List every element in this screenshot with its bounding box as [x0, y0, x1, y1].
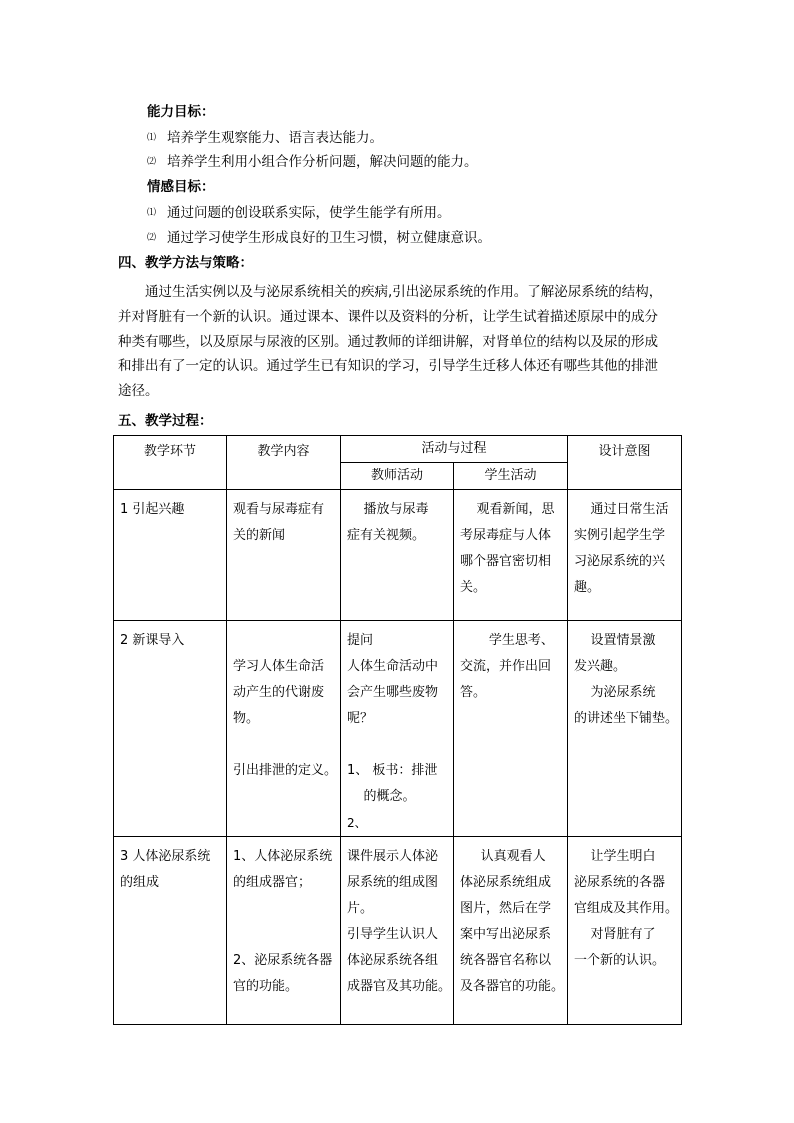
cell-intent	[568, 837, 682, 1025]
cell-line: 及各器官的功能。	[460, 979, 565, 994]
header-content: 教学内容	[227, 436, 341, 490]
cell-line: 引出排泄的定义。	[233, 763, 338, 778]
cell-teacher	[341, 621, 454, 837]
cell-line: 物。	[233, 711, 260, 726]
cell-line: 2、泌尿系统各器	[233, 953, 333, 968]
cell-stage	[114, 621, 227, 837]
cell-line: 症有关视频。	[347, 528, 426, 543]
item-text: 通过学习使学生形成良好的卫生习惯，树立健康意识。	[167, 230, 491, 246]
cell-line: 一个新的认识。	[574, 953, 666, 968]
cell-line: 考尿毒症与人体	[460, 528, 552, 543]
cell-line: 的讲述坐下铺垫。	[574, 711, 679, 726]
cell-line: 通过日常生活	[574, 502, 669, 517]
cell-line: 答。	[460, 685, 487, 700]
cell-line: 关的新闻	[233, 528, 286, 543]
cell-intent	[568, 490, 682, 621]
cell-line: 统各器官名称以	[460, 953, 552, 968]
cell-teacher	[341, 837, 454, 1025]
header-activity: 活动与过程	[341, 436, 568, 463]
cell-line: 1、 板书：排泄	[347, 763, 438, 778]
ability-item-1	[147, 129, 383, 147]
cell-line: 图片，然后在学	[460, 901, 552, 916]
cell-stage	[114, 837, 227, 1025]
cell-line: 的组成	[120, 875, 160, 890]
cell-student	[454, 490, 568, 621]
cell-line: 学生思考、	[460, 633, 554, 648]
cell-line: 提问	[347, 633, 374, 648]
cell-content	[227, 837, 341, 1025]
cell-line: 尿系统的组成图	[347, 875, 439, 890]
teaching-process-table	[113, 435, 682, 1025]
cell-line: 趣。	[574, 580, 601, 595]
cell-line: 会产生哪些废物	[347, 685, 439, 700]
item-text: 通过问题的创设联系实际，使学生能学有所用。	[167, 205, 451, 221]
cell-line: 发兴趣。	[574, 659, 627, 674]
cell-line: 引导学生认识人	[347, 927, 439, 942]
table-row	[114, 490, 682, 621]
cell-line: 设置情景激	[574, 633, 656, 648]
cell-line: 播放与尿毒	[347, 502, 429, 517]
cell-line	[347, 732, 450, 758]
cell-line: 为泌尿系统	[574, 685, 656, 700]
cell-line: 认真观看人	[460, 849, 546, 864]
item-text: 培养学生利用小组合作分析问题，解决问题的能力。	[167, 154, 478, 170]
header-student: 学生活动	[454, 463, 568, 490]
paragraph-line: 和排出有了一定的认识。通过学生已有知识的学习，引导学生迁移人体还有哪些其他的排泄	[118, 358, 658, 375]
paragraph-line: 种类有哪些，以及原尿与尿液的区别。通过教师的详细讲解，对肾单位的结构以及尿的形成	[118, 333, 658, 350]
emotion-item-2	[147, 229, 491, 247]
cell-line: 实例引起学生学	[574, 528, 666, 543]
cell-line: 体泌尿系统各组	[347, 953, 439, 968]
cell-line: 哪个器官密切相	[460, 554, 552, 569]
cell-line: 泌尿系统的各器	[574, 875, 666, 890]
cell-line: 3 人体泌尿系统	[120, 849, 211, 864]
cell-line: 人体生命活动中	[347, 659, 439, 674]
item-number: ⑵	[147, 157, 157, 167]
cell-teacher	[341, 490, 454, 621]
cell-line: 习泌尿系统的兴	[574, 554, 666, 569]
header-stage: 教学环节	[114, 436, 227, 490]
cell-line: 1、人体泌尿系统	[233, 849, 333, 864]
cell-line: 关。	[460, 580, 487, 595]
paragraph-line: 通过生活实例以及与泌尿系统相关的疾病,引出泌尿系统的作用。了解泌尿系统的结构，	[145, 284, 663, 300]
section5-heading: 五、教学过程：	[118, 413, 213, 429]
cell-line: 动产生的代谢废	[233, 685, 325, 700]
cell-line: 体泌尿系统组成	[460, 875, 552, 890]
cell-line: 交流，并作出回	[460, 659, 552, 674]
cell-line	[233, 896, 337, 922]
cell-line: 官组成及其作用。	[574, 901, 679, 916]
paragraph-line: 途径。	[118, 383, 159, 400]
item-number: ⑵	[147, 233, 157, 243]
paragraph-line: 并对肾脏有一个新的认识。通过课本、课件以及资料的分析，让学生试着描述原尿中的成分	[118, 308, 658, 325]
cell-content	[227, 490, 341, 621]
emotion-heading: 情感目标：	[147, 179, 215, 195]
cell-line: 学习人体生命活	[233, 659, 325, 674]
cell-line: 课件展示人体泌	[347, 849, 439, 864]
cell-line	[233, 628, 337, 654]
cell-line: 呢？	[347, 711, 374, 726]
cell-line: 对肾脏有了	[574, 927, 656, 942]
section4-paragraph	[118, 280, 684, 404]
header-intent: 设计意图	[568, 436, 682, 490]
cell-line: 2 新课导入	[120, 633, 185, 648]
table-row	[114, 837, 682, 1025]
cell-student	[454, 837, 568, 1025]
cell-line: 成器官及其功能。	[347, 979, 452, 994]
cell-line: 2、	[347, 816, 367, 830]
ability-item-2	[147, 153, 478, 171]
cell-line	[233, 732, 337, 758]
emotion-item-1	[147, 204, 451, 222]
cell-line: 官的功能。	[233, 979, 299, 994]
table-header-row	[114, 436, 682, 463]
item-text: 培养学生观察能力、语言表达能力。	[167, 130, 383, 146]
ability-heading: 能力目标：	[147, 104, 215, 120]
cell-intent	[568, 621, 682, 837]
cell-line: 观看新闻，思	[460, 502, 555, 517]
cell-stage	[114, 490, 227, 621]
item-number: ⑴	[147, 133, 157, 143]
table-row	[114, 621, 682, 837]
cell-line: 观看与尿毒症有	[233, 502, 325, 517]
cell-student	[454, 621, 568, 837]
cell-line: 让学生明白	[574, 849, 656, 864]
header-teacher: 教师活动	[341, 463, 454, 490]
cell-line: 案中写出泌尿系	[460, 927, 552, 942]
cell-line	[233, 922, 337, 948]
cell-line: 的组成器官；	[233, 875, 312, 890]
cell-line: 的概念。	[347, 789, 416, 804]
cell-line: 片。	[347, 901, 374, 916]
section4-heading: 四、教学方法与策略：	[118, 255, 253, 271]
cell-line: 1 引起兴趣	[120, 502, 185, 517]
cell-content	[227, 621, 341, 837]
item-number: ⑴	[147, 208, 157, 218]
